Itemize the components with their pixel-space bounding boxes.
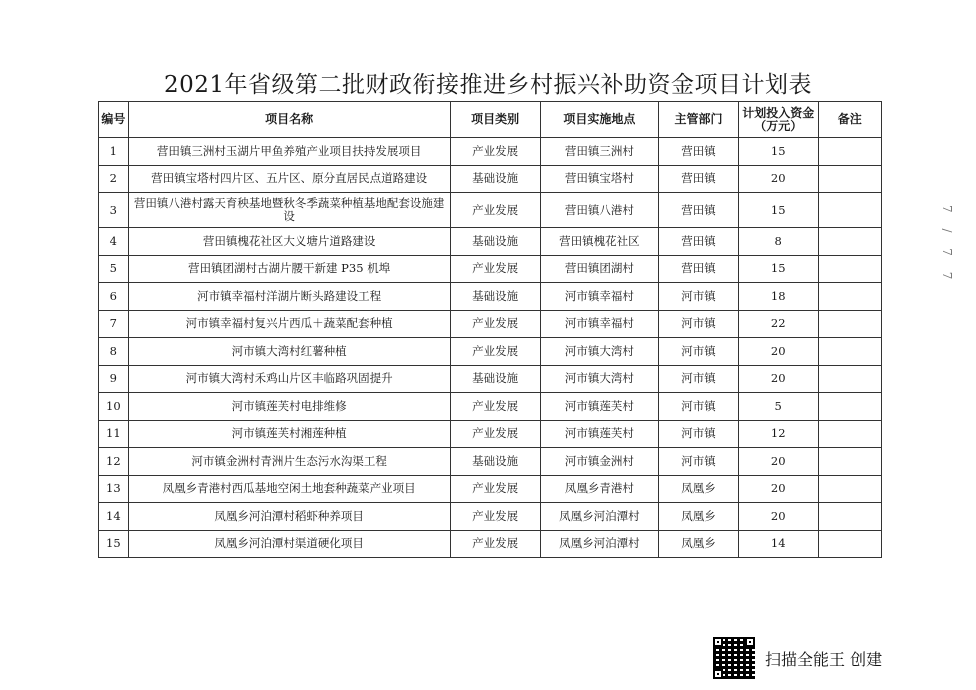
cell-name: 凤凰乡河泊潭村渠道硬化项目 <box>128 530 450 558</box>
cell-no: 9 <box>99 365 129 393</box>
cell-location: 河市镇莲芙村 <box>540 393 659 421</box>
cell-department: 营田镇 <box>659 165 739 193</box>
cell-department: 河市镇 <box>659 393 739 421</box>
table-row <box>99 193 882 228</box>
cell-amount: 18 <box>738 283 818 311</box>
margin-handwriting: 7 / 7 7 <box>940 205 954 286</box>
cell-department: 河市镇 <box>659 283 739 311</box>
cell-amount: 20 <box>738 165 818 193</box>
header-no: 编号 <box>99 102 129 138</box>
cell-note <box>818 475 881 503</box>
cell-note <box>818 420 881 448</box>
cell-department: 凤凰乡 <box>659 530 739 558</box>
cell-note <box>818 448 881 476</box>
cell-name: 河市镇金洲村青洲片生态污水沟渠工程 <box>128 448 450 476</box>
cell-department: 营田镇 <box>659 255 739 283</box>
cell-no: 4 <box>99 228 129 256</box>
cell-note <box>818 255 881 283</box>
cell-amount: 20 <box>738 503 818 531</box>
cell-no: 7 <box>99 310 129 338</box>
table-row <box>99 228 882 256</box>
cell-amount: 15 <box>738 255 818 283</box>
cell-note <box>818 310 881 338</box>
header-type: 项目类别 <box>450 102 540 138</box>
cell-department: 凤凰乡 <box>659 475 739 503</box>
cell-type: 产业发展 <box>450 310 540 338</box>
cell-no: 8 <box>99 338 129 366</box>
cell-amount: 15 <box>738 193 818 228</box>
cell-department: 营田镇 <box>659 138 739 166</box>
cell-name: 凤凰乡青港村西瓜基地空闲土地套种蔬菜产业项目 <box>128 475 450 503</box>
cell-type: 产业发展 <box>450 338 540 366</box>
cell-location: 河市镇幸福村 <box>540 310 659 338</box>
table-row <box>99 393 882 421</box>
qr-code-icon <box>713 637 755 679</box>
cell-location: 河市镇大湾村 <box>540 338 659 366</box>
table-row <box>99 138 882 166</box>
cell-amount: 8 <box>738 228 818 256</box>
cell-note <box>818 503 881 531</box>
cell-name: 营田镇团湖村古湖片腰干新建 P35 机埠 <box>128 255 450 283</box>
cell-department: 营田镇 <box>659 193 739 228</box>
cell-name: 河市镇幸福村洋湖片断头路建设工程 <box>128 283 450 311</box>
cell-name: 营田镇三洲村玉湖片甲鱼养殖产业项目扶持发展项目 <box>128 138 450 166</box>
header-note: 备注 <box>818 102 881 138</box>
cell-type: 产业发展 <box>450 138 540 166</box>
cell-location: 河市镇金洲村 <box>540 448 659 476</box>
cell-name: 河市镇幸福村复兴片西瓜＋蔬菜配套种植 <box>128 310 450 338</box>
cell-note <box>818 283 881 311</box>
cell-note <box>818 530 881 558</box>
cell-amount: 12 <box>738 420 818 448</box>
table-row <box>99 420 882 448</box>
cell-amount: 20 <box>738 338 818 366</box>
cell-name: 营田镇八港村露天育秧基地暨秋冬季蔬菜种植基地配套设施建设 <box>128 193 450 228</box>
table-row <box>99 365 882 393</box>
cell-amount: 15 <box>738 138 818 166</box>
cell-no: 1 <box>99 138 129 166</box>
project-plan-table <box>98 101 882 558</box>
cell-location: 营田镇宝塔村 <box>540 165 659 193</box>
cell-amount: 5 <box>738 393 818 421</box>
cell-type: 基础设施 <box>450 448 540 476</box>
cell-name: 河市镇大湾村红薯种植 <box>128 338 450 366</box>
cell-name: 河市镇莲芙村电排维修 <box>128 393 450 421</box>
cell-department: 河市镇 <box>659 338 739 366</box>
cell-type: 基础设施 <box>450 283 540 311</box>
table-row <box>99 283 882 311</box>
cell-location: 凤凰乡河泊潭村 <box>540 530 659 558</box>
table-row <box>99 338 882 366</box>
table-row <box>99 448 882 476</box>
table-row <box>99 475 882 503</box>
cell-type: 基础设施 <box>450 228 540 256</box>
cell-note <box>818 193 881 228</box>
cell-amount: 22 <box>738 310 818 338</box>
cell-no: 5 <box>99 255 129 283</box>
table-row <box>99 255 882 283</box>
cell-location: 营田镇团湖村 <box>540 255 659 283</box>
cell-location: 营田镇三洲村 <box>540 138 659 166</box>
cell-location: 河市镇幸福村 <box>540 283 659 311</box>
cell-name: 河市镇大湾村禾鸡山片区丰临路巩固提升 <box>128 365 450 393</box>
cell-location: 营田镇八港村 <box>540 193 659 228</box>
cell-no: 13 <box>99 475 129 503</box>
cell-department: 凤凰乡 <box>659 503 739 531</box>
cell-type: 产业发展 <box>450 255 540 283</box>
cell-location: 凤凰乡青港村 <box>540 475 659 503</box>
cell-note <box>818 228 881 256</box>
cell-no: 6 <box>99 283 129 311</box>
cell-amount: 14 <box>738 530 818 558</box>
table-row <box>99 530 882 558</box>
table-row <box>99 503 882 531</box>
header-department: 主管部门 <box>659 102 739 138</box>
cell-location: 河市镇莲芙村 <box>540 420 659 448</box>
header-location: 项目实施地点 <box>540 102 659 138</box>
cell-note <box>818 393 881 421</box>
cell-note <box>818 165 881 193</box>
cell-department: 河市镇 <box>659 310 739 338</box>
cell-type: 基础设施 <box>450 165 540 193</box>
cell-no: 11 <box>99 420 129 448</box>
cell-type: 基础设施 <box>450 365 540 393</box>
cell-no: 2 <box>99 165 129 193</box>
cell-amount: 20 <box>738 365 818 393</box>
scanner-watermark <box>713 638 882 678</box>
cell-type: 产业发展 <box>450 503 540 531</box>
cell-name: 营田镇宝塔村四片区、五片区、原分直居民点道路建设 <box>128 165 450 193</box>
header-name: 项目名称 <box>128 102 450 138</box>
cell-department: 河市镇 <box>659 365 739 393</box>
cell-no: 10 <box>99 393 129 421</box>
cell-name: 营田镇槐花社区大义塘片道路建设 <box>128 228 450 256</box>
cell-department: 河市镇 <box>659 420 739 448</box>
cell-type: 产业发展 <box>450 393 540 421</box>
header-amount: 计划投入资金（万元） <box>738 102 818 138</box>
table-header-row <box>99 102 882 138</box>
cell-location: 营田镇槐花社区 <box>540 228 659 256</box>
cell-amount: 20 <box>738 475 818 503</box>
scanner-label: 扫描全能王 创建 <box>765 649 883 669</box>
cell-note <box>818 365 881 393</box>
cell-location: 河市镇大湾村 <box>540 365 659 393</box>
cell-amount: 20 <box>738 448 818 476</box>
cell-type: 产业发展 <box>450 475 540 503</box>
cell-no: 12 <box>99 448 129 476</box>
cell-note <box>818 138 881 166</box>
cell-type: 产业发展 <box>450 193 540 228</box>
cell-no: 15 <box>99 530 129 558</box>
cell-no: 14 <box>99 503 129 531</box>
cell-department: 河市镇 <box>659 448 739 476</box>
cell-name: 凤凰乡河泊潭村稻虾种养项目 <box>128 503 450 531</box>
cell-location: 凤凰乡河泊潭村 <box>540 503 659 531</box>
cell-note <box>818 338 881 366</box>
page-title: 2021年省级第二批财政衔接推进乡村振兴补助资金项目计划表 <box>163 72 813 98</box>
cell-department: 营田镇 <box>659 228 739 256</box>
cell-type: 产业发展 <box>450 420 540 448</box>
table-row <box>99 165 882 193</box>
cell-name: 河市镇莲芙村湘莲种植 <box>128 420 450 448</box>
cell-type: 产业发展 <box>450 530 540 558</box>
cell-no: 3 <box>99 193 129 228</box>
table-row <box>99 310 882 338</box>
